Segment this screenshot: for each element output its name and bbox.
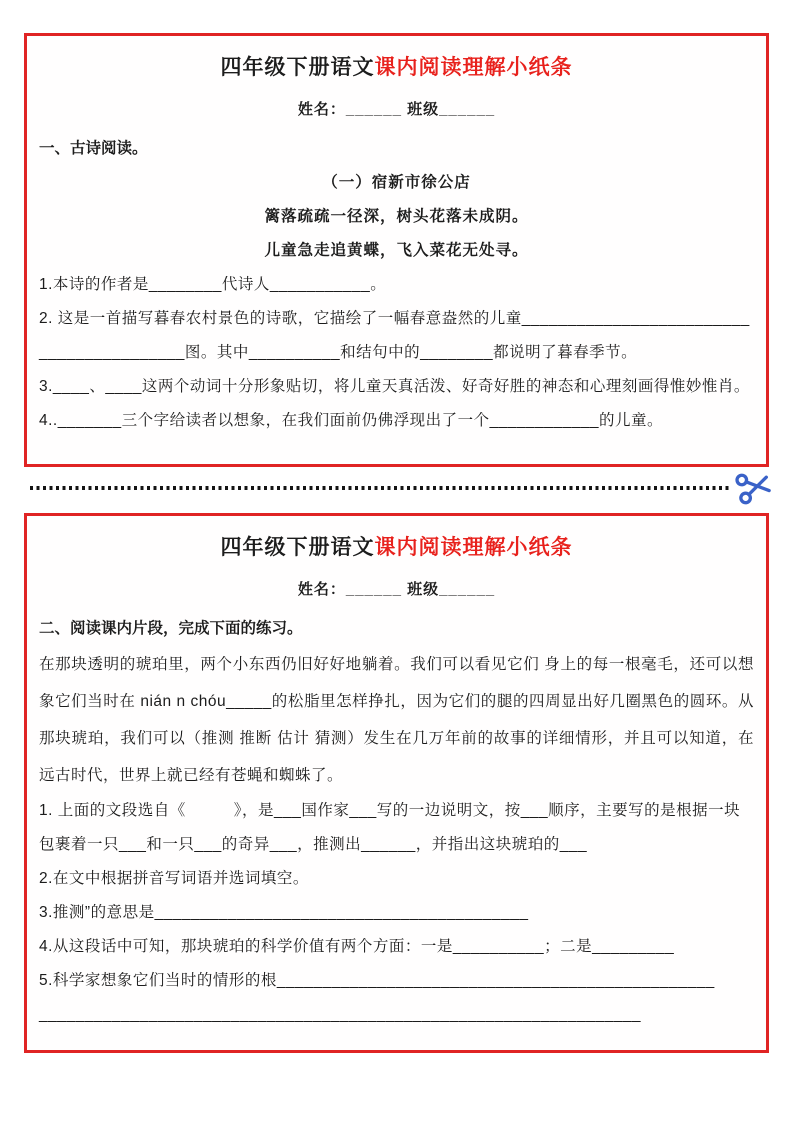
slip-title-red: 课内阅读理解小纸条 [374, 536, 573, 559]
question-continuation-line: __________________________________________________________________ [39, 1006, 641, 1023]
question-line: 2.在文中根据拼音写词语并选词填空。 [39, 870, 309, 887]
slip-title [39, 532, 754, 564]
cut-line [30, 486, 730, 490]
slip-title-black: 四年级下册语文 [220, 56, 375, 79]
poem-line: 儿童急走追黄蝶，飞入菜花无处寻。 [264, 242, 529, 259]
question-line: 4.._______三个字给读者以想象，在我们面前仍佛浮现出了一个____________的儿童。 [39, 412, 664, 429]
question-line: 5.科学家想象它们当时的情形的根________________________________________________ [39, 972, 715, 989]
poem-line: 篱落疏疏一径深，树头花落未成阴。 [264, 208, 529, 225]
slip-card-2 [24, 513, 769, 1053]
question-line: 1. 上面的文段选自《 》，是___国作家___写的一边说明文，按___顺序，主要写的是根据一块包裹着一只___和一只___的奇异___，推测出______，并指出这块琥珀的___ [39, 802, 741, 853]
question-line: 1.本诗的作者是________代诗人___________。 [39, 276, 387, 293]
name-class-line: 姓名：______ 班级______ [297, 581, 496, 598]
poem-title: （一）宿新市徐公店 [322, 174, 471, 191]
name-class-line: 姓名：______ 班级______ [297, 101, 496, 118]
question-line: 3.____、____这两个动词十分形象贴切，将儿童天真活泼、好奇好胜的神态和心理刻画得惟妙惟肖。 [39, 378, 750, 395]
section-heading: 二、阅读课内片段，完成下面的练习。 [39, 620, 303, 637]
slip-card-1 [24, 33, 769, 467]
question-line: 3.推测”的意思是_________________________________________ [39, 904, 529, 921]
section-heading: 一、古诗阅读。 [39, 140, 148, 157]
reading-passage: 在那块透明的琥珀里，两个小东西仍旧好好地躺着。我们可以看见它们 身上的每一根毫毛，还可以想象它们当时在 nián n chóu_____的松脂里怎样挣扎，因为它们的腿的四周显出好几圈黑色的圆环。从那块琥珀，我们可以（推测 推断 估计 猜测）发生在几万年前的故事的详细情形，并且可以知道，在远古时代，世界上就已经有苍蝇和蜘蛛了。 [39, 656, 754, 784]
slip-title-red: 课内阅读理解小纸条 [374, 56, 573, 79]
slip-title [39, 52, 754, 84]
question-line: 4.从这段话中可知，那块琥珀的科学价值有两个方面：一是__________；二是_________ [39, 938, 675, 955]
scissors-icon [730, 464, 775, 509]
slip-title-black: 四年级下册语文 [220, 536, 375, 559]
question-line: 2. 这是一首描写暮春农村景色的诗歌，它描绘了一幅春意盎然的儿童_________________________________________图。其中__________和结句中的________都说明了暮春季节。 [39, 310, 750, 361]
